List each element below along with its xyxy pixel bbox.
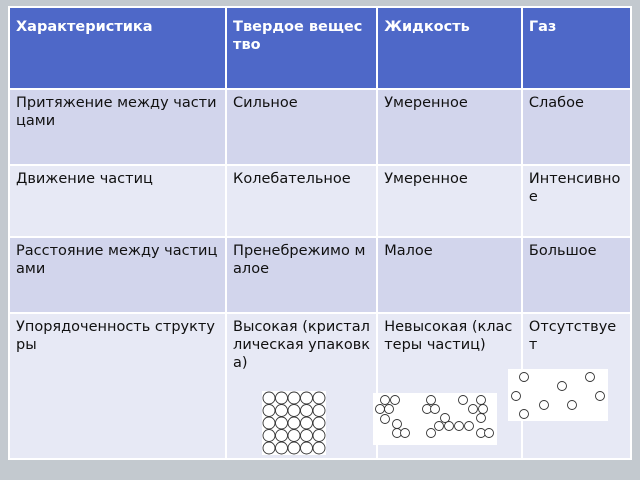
particle bbox=[445, 422, 454, 431]
header-solid: Твердое вещество bbox=[226, 7, 377, 89]
particle bbox=[313, 405, 325, 417]
particle bbox=[313, 430, 325, 442]
particle bbox=[263, 405, 275, 417]
particle bbox=[301, 442, 313, 454]
particle bbox=[469, 405, 478, 414]
particle bbox=[288, 405, 300, 417]
gas-particles-illustration bbox=[508, 369, 608, 421]
header-characteristic: Характеристика bbox=[9, 7, 226, 89]
cell-distance-gas: Большое bbox=[522, 237, 631, 313]
header-gas: Газ bbox=[522, 7, 631, 89]
particle bbox=[276, 442, 288, 454]
cell-motion-gas: Интенсивное bbox=[522, 165, 631, 237]
solid-particles-illustration bbox=[262, 391, 326, 455]
solid-lattice-image bbox=[262, 391, 326, 455]
particle bbox=[568, 401, 577, 410]
gas-scattered-image bbox=[508, 369, 608, 421]
cell-order-liquid-text: Невысокая (кластеры частиц) bbox=[384, 319, 513, 353]
cell-distance-solid: Пренебрежимо малое bbox=[226, 237, 377, 313]
particle bbox=[288, 392, 300, 404]
cell-attraction-label: Притяжение между частицами bbox=[9, 89, 226, 165]
particle bbox=[381, 396, 390, 405]
particle bbox=[288, 417, 300, 429]
particle bbox=[263, 430, 275, 442]
cell-attraction-liquid: Умеренное bbox=[377, 89, 522, 165]
table-row bbox=[9, 237, 631, 313]
particle bbox=[376, 405, 385, 414]
particle bbox=[276, 405, 288, 417]
particle bbox=[301, 430, 313, 442]
particle bbox=[288, 430, 300, 442]
particle bbox=[465, 422, 474, 431]
particle bbox=[540, 401, 549, 410]
particle bbox=[520, 373, 529, 382]
particle bbox=[263, 392, 275, 404]
cell-order-label: Упорядоченность структуры bbox=[9, 313, 226, 459]
liquid-particles-illustration bbox=[373, 393, 497, 445]
particle bbox=[479, 405, 488, 414]
particle bbox=[385, 405, 394, 414]
particle bbox=[263, 442, 275, 454]
particle bbox=[381, 415, 390, 424]
liquid-clusters-image bbox=[373, 393, 497, 445]
particle bbox=[301, 417, 313, 429]
cell-motion-label: Движение частиц bbox=[9, 165, 226, 237]
particle bbox=[263, 417, 275, 429]
particle bbox=[477, 396, 486, 405]
particle bbox=[431, 405, 440, 414]
particle bbox=[276, 430, 288, 442]
particle bbox=[427, 396, 436, 405]
particle bbox=[401, 429, 410, 438]
cell-attraction-gas: Слабое bbox=[522, 89, 631, 165]
particle bbox=[313, 392, 325, 404]
particle bbox=[596, 392, 605, 401]
particle bbox=[477, 414, 486, 423]
cell-motion-solid: Колебательное bbox=[226, 165, 377, 237]
cell-attraction-solid: Сильное bbox=[226, 89, 377, 165]
particle bbox=[301, 405, 313, 417]
particle bbox=[313, 442, 325, 454]
cell-motion-liquid: Умеренное bbox=[377, 165, 522, 237]
particle bbox=[276, 417, 288, 429]
particle bbox=[459, 396, 468, 405]
particle bbox=[391, 396, 400, 405]
particle bbox=[301, 392, 313, 404]
particle bbox=[288, 442, 300, 454]
particle bbox=[313, 417, 325, 429]
particle bbox=[586, 373, 595, 382]
cell-order-solid-text: Высокая (кристаллическая упаковка) bbox=[233, 319, 371, 371]
particle bbox=[520, 410, 529, 419]
particle bbox=[435, 422, 444, 431]
particle bbox=[485, 429, 494, 438]
particle bbox=[276, 392, 288, 404]
table-row bbox=[9, 165, 631, 237]
table-row bbox=[9, 89, 631, 165]
particle bbox=[558, 382, 567, 391]
cell-distance-liquid: Малое bbox=[377, 237, 522, 313]
cell-distance-label: Расстояние между частицами bbox=[9, 237, 226, 313]
header-row bbox=[9, 7, 631, 89]
particle bbox=[512, 392, 521, 401]
particle bbox=[427, 429, 436, 438]
cell-order-gas-text: Отсутствует bbox=[528, 319, 617, 353]
particle bbox=[393, 420, 402, 429]
header-liquid: Жидкость bbox=[377, 7, 522, 89]
particle bbox=[455, 422, 464, 431]
